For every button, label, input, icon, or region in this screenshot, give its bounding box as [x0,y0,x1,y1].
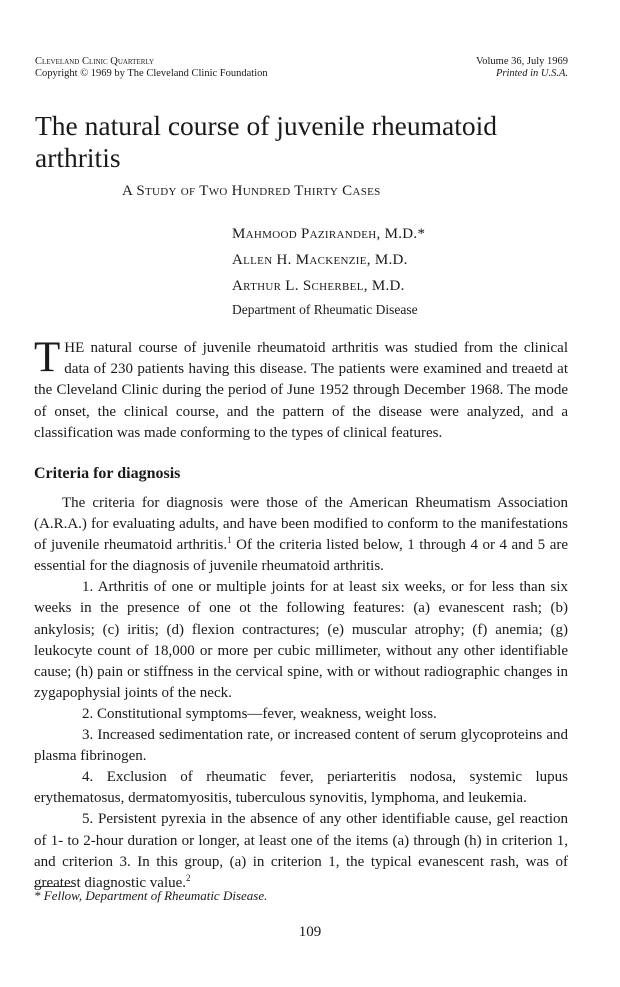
criterion-4: 4. Exclusion of rheumatic fever, periarteritis nodosa, systemic lupus erythematosus, dermatomyositis, tuberculous synovitis, lymphoma, and leukemia. [34,769,568,807]
author-2: Allen H. Mackenzie, M.D. [232,252,408,268]
copyright-line: Copyright © 1969 by The Cleveland Clinic Foundation [35,68,268,79]
volume-line: Volume 36, July 1969 [476,56,568,67]
reference-1: 1 [227,535,232,546]
header-left [35,56,268,80]
footnote-rule [34,886,74,887]
criteria-intro-end: Of the criteria listed below, 1 through 4 or 4 and 5 are essential for the diagnosis of juvenile rheumatoid arthritis. [34,537,568,575]
author-department: Department of Rheumatic Disease [232,302,418,317]
drop-cap: T [34,334,61,381]
author-block [232,221,425,321]
reference-2: 2 [186,872,191,883]
criterion-1: 1. Arthritis of one or multiple joints for at least six weeks, or for less than six weeks in the presence of one ot the following features: (a) evanescent rash; (b) ankylosis; (c) iritis; (d) flexion contractures; (e) muscular atrophy; (f) anemia; (g) leukocyte count of 18,000 or more per cubic millimeter, without any other identifiable cause; (h) pain or stiffness in the cervical spine, with or without radiographic changes in zygapophysial joints of the neck. [34,579,568,701]
journal-name: Cleveland Clinic Quarterly [35,56,155,67]
abstract-paragraph [34,334,568,444]
first-word-rest: HE [64,340,85,356]
criteria-section [34,493,568,894]
criterion-2: 2. Constitutional symptoms—fever, weakness, weight loss. [82,705,437,722]
criterion-3: 3. Increased sedimentation rate, or increased content of serum glycoproteins and plasma fibrinogen. [34,727,568,765]
criterion-5-text: 5. Persistent pyrexia in the absence of any other identifiable cause, gel reaction of 1- to 2-hour duration or longer, at least one of the items (a) through (h) in criterion 1, and criterion 3. In this group, (a) in criterion 1, the typical evanescent rash, was of greatest diagnostic value. [34,811,568,891]
page-number: 109 [298,924,322,940]
author-3: Arthur L. Scherbel, M.D. [232,278,405,294]
section-heading: Criteria for diagnosis [34,465,181,482]
criterion-5 [34,809,568,893]
article-subtitle: A Study of Two Hundred Thirty Cases [122,183,381,199]
author-1: Mahmood Pazirandeh, M.D.* [232,226,426,242]
abstract-text: natural course of juvenile rheumatoid arthritis was studied from the clinical data of 230 patients having this disease. The patients were examined and treaetd at the Cleveland Clinic during the period of June 1952 through December 1968. The mode of onset, the clinical course, and the pattern of the disease were analyzed, and a classification was made conforming to the types of clinical features. [34,340,568,441]
footnote: * Fellow, Department of Rheumatic Disease. [34,888,268,903]
criteria-intro-text: The criteria for diagnosis were those of the American Rheumatism Association (A.R.A.) for evaluating adults, and have been modified to conform to the manifestations of juvenile rheumatoid arthritis. [34,495,568,554]
article-title: The natural course of juvenile rheumatoid arthritis [35,110,497,173]
header-right [476,56,568,80]
criteria-intro [34,493,568,577]
printed-line: Printed in U.S.A. [495,68,568,79]
